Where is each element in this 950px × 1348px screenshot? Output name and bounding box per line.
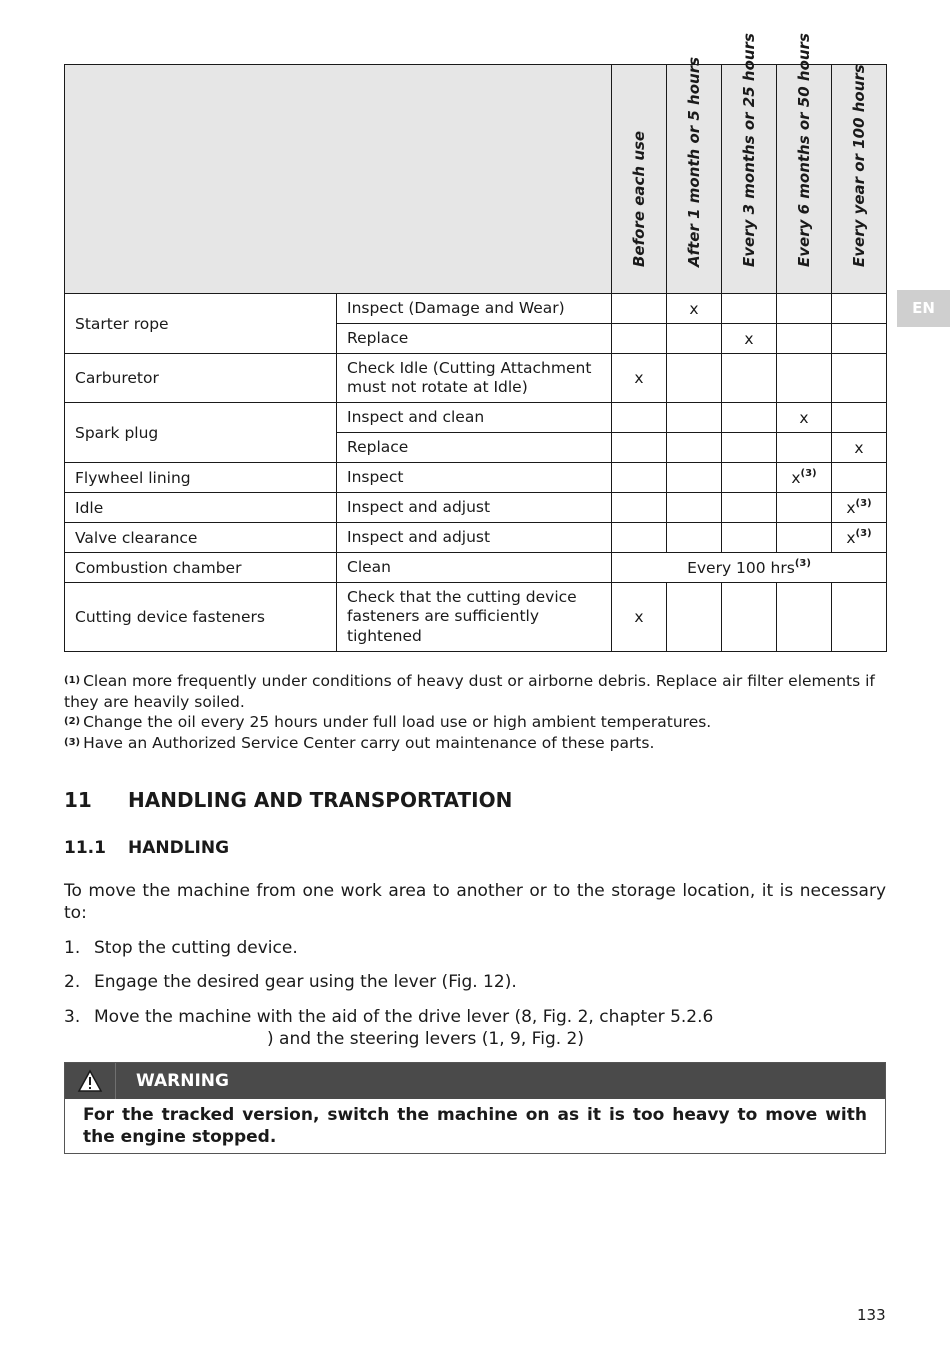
- column-header: Before each use: [612, 65, 667, 294]
- mark-cell: [832, 294, 887, 324]
- table-row: [65, 354, 887, 403]
- warning-text: For the tracked version, switch the machine on as it is too heavy to move with the engine stopped.: [83, 1105, 867, 1147]
- mark-cell: [612, 324, 667, 354]
- mark-cell: [722, 433, 777, 463]
- warning-title: WARNING: [136, 1071, 229, 1091]
- component-cell: Cutting device fasteners: [65, 583, 337, 652]
- column-header: After 1 month or 5 hours: [667, 65, 722, 294]
- mark-cell: x: [832, 433, 887, 463]
- mark-cell: [667, 354, 722, 403]
- section-heading: 11 HANDLING AND TRANSPORTATION: [64, 788, 513, 812]
- mark-cell: [777, 523, 832, 553]
- mark-cell: x$^{(3)}$: [832, 493, 887, 523]
- mark-cell: [832, 583, 887, 652]
- column-header: Every 6 months or 50 hours: [777, 65, 832, 294]
- mark-cell: x: [777, 403, 832, 433]
- mark-cell: x: [722, 324, 777, 354]
- mark-cell: [667, 403, 722, 433]
- component-cell: Combustion chamber: [65, 553, 337, 583]
- mark-cell: [667, 324, 722, 354]
- mark-cell: [612, 493, 667, 523]
- footnote: $^{(3)}$ Have an Authorized Service Center carry out maintenance of these parts.: [64, 733, 655, 752]
- component-cell: Carburetor: [65, 354, 337, 403]
- action-cell: Check Idle (Cutting Attachment must not rotate at Idle): [337, 354, 612, 403]
- action-cell: Clean: [337, 553, 612, 583]
- footnote: $^{(2)}$ Change the oil every 25 hours under full load use or high ambient temperatures.: [64, 713, 712, 731]
- component-cell: Flywheel lining: [65, 463, 337, 493]
- table-row: [65, 403, 887, 433]
- mark-cell: x: [612, 354, 667, 403]
- language-tab: EN: [897, 290, 950, 327]
- list-item: 3. Move the machine with the aid of the drive lever (8, Fig. 2, chapter 5.2.6 ) and the steering levers (1, 9, Fig. 2): [64, 1007, 714, 1049]
- table-row: [65, 523, 887, 553]
- component-cell: Valve clearance: [65, 523, 337, 553]
- mark-cell: [612, 403, 667, 433]
- page-number: 133: [857, 1306, 886, 1324]
- maintenance-table: [64, 33, 887, 652]
- mark-cell: [777, 433, 832, 463]
- footnote-ref: (3): [800, 467, 817, 479]
- mark-cell: x$^{(3)}$: [777, 463, 832, 493]
- warning-box: [64, 1062, 886, 1154]
- table-header-blank: [65, 65, 612, 294]
- mark-cell: [832, 403, 887, 433]
- component-cell: Spark plug: [65, 403, 337, 463]
- warning-triangle-icon: [65, 1063, 116, 1099]
- footnote-ref: (3): [855, 497, 872, 509]
- mark-cell: [777, 324, 832, 354]
- mark-cell: x$^{(3)}$: [832, 523, 887, 553]
- mark-cell: [777, 354, 832, 403]
- mark-cell: [722, 583, 777, 652]
- intro-paragraph: To move the machine from one work area to another or to the storage location, it is necessary to:: [64, 881, 886, 923]
- mark-cell: x: [612, 583, 667, 652]
- warning-header: [65, 1063, 885, 1099]
- table-row: [65, 583, 887, 652]
- mark-cell: [667, 493, 722, 523]
- subsection-heading: 11.1 HANDLING: [64, 838, 230, 858]
- mark-cell: [667, 523, 722, 553]
- action-cell: Replace: [337, 433, 612, 463]
- footnote: $^{(1)}$ Clean more frequently under conditions of heavy dust or airborne debris. Replace air filter elements if they are heavily soiled.: [64, 672, 875, 711]
- mark-cell: [722, 294, 777, 324]
- table-header-row: [65, 65, 887, 294]
- component-cell: Starter rope: [65, 294, 337, 354]
- table-row: [65, 294, 887, 324]
- mark-cell: [722, 493, 777, 523]
- table-row: [65, 463, 887, 493]
- action-cell: Inspect: [337, 463, 612, 493]
- mark-cell: [612, 463, 667, 493]
- footnotes: [64, 671, 886, 753]
- footnote-ref: (3): [855, 527, 872, 539]
- action-cell: Check that the cutting device fasteners are sufficiently tightened: [337, 583, 612, 652]
- list-item: 2. Engage the desired gear using the lever (Fig. 12).: [64, 972, 517, 992]
- mark-cell: [667, 583, 722, 652]
- action-cell: Replace: [337, 324, 612, 354]
- mark-cell: [722, 354, 777, 403]
- action-cell: Inspect and adjust: [337, 523, 612, 553]
- mark-cell: [832, 463, 887, 493]
- table-row: [65, 493, 887, 523]
- mark-cell: [667, 433, 722, 463]
- mark-cell: [667, 463, 722, 493]
- mark-cell: [832, 324, 887, 354]
- mark-cell: x: [667, 294, 722, 324]
- mark-cell: [777, 493, 832, 523]
- action-cell: Inspect and adjust: [337, 493, 612, 523]
- interval-span-cell: Every 100 hrs$^{(3)}$: [612, 553, 887, 583]
- column-header: Every 3 months or 25 hours: [722, 65, 777, 294]
- table-row: [65, 553, 887, 583]
- column-header: Every year or 100 hours: [832, 65, 887, 294]
- action-cell: Inspect (Damage and Wear): [337, 294, 612, 324]
- action-cell: Inspect and clean: [337, 403, 612, 433]
- mark-cell: [722, 463, 777, 493]
- mark-cell: [722, 523, 777, 553]
- footnote-ref: (3): [794, 557, 811, 569]
- mark-cell: [612, 523, 667, 553]
- mark-cell: [832, 354, 887, 403]
- mark-cell: [722, 403, 777, 433]
- list-item: 1. Stop the cutting device.: [64, 938, 298, 958]
- component-cell: Idle: [65, 493, 337, 523]
- mark-cell: [612, 294, 667, 324]
- mark-cell: [777, 294, 832, 324]
- mark-cell: [612, 433, 667, 463]
- mark-cell: [777, 583, 832, 652]
